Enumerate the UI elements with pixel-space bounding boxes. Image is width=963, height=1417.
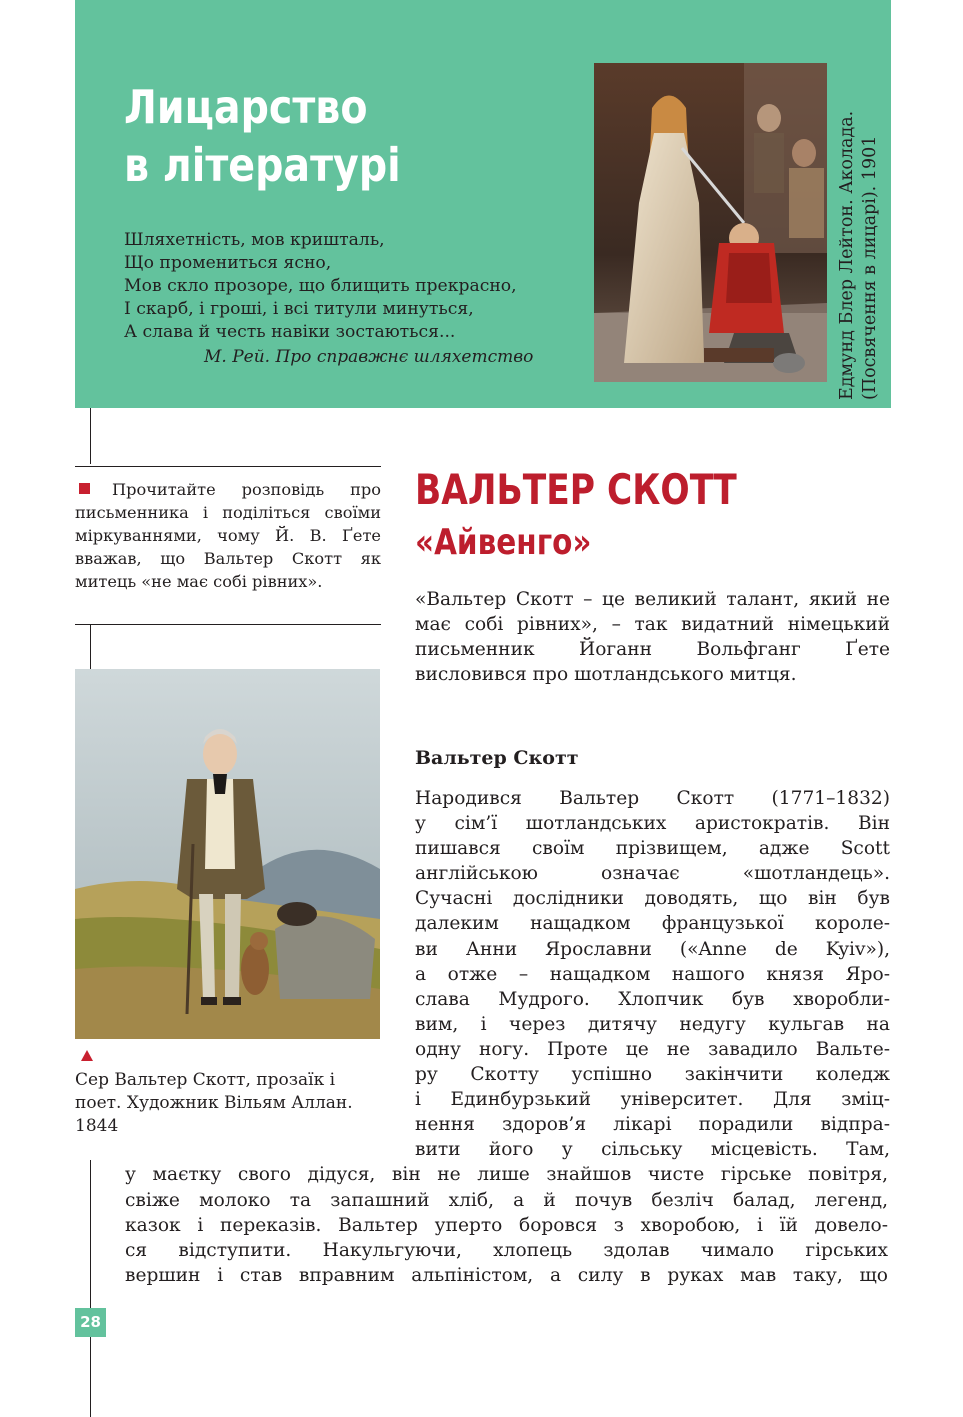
text-line: Народився Вальтер Скотт (1771–1832) [415,788,890,809]
page-number: 28 [75,1308,106,1337]
margin-rule [90,408,91,464]
chapter-title-line-2: в літературі [124,138,401,192]
section-heading: Вальтер Скотт [415,747,579,769]
poem-line: І скарб, і гроші, і всі титули минуться, [124,299,474,319]
text-line: а отже – нащадком нашого князя Яро- [415,963,890,985]
margin-rule [90,1160,91,1417]
text-line: англійською означає «шотландець». [415,863,890,885]
text-line: пишався своїм прізвищем, адже Scott [415,838,890,860]
accolade-painting [594,63,827,382]
walter-scott-portrait [75,669,380,1039]
painting-caption [836,62,886,400]
chapter-title [124,78,401,194]
poem-line: А слава й честь навіки зостаються... [124,322,456,342]
text-line: слава Мудрого. Хлопчик був хворобли- [415,988,890,1010]
painting-caption-line-1: Едмунд Блер Лейтон. Аколада. [837,110,857,400]
painting-caption-line-2: (Посвячення в лицарі). 1901 [860,135,880,400]
poem-line: Мов скло прозоре, що блищить прекрасно, [124,276,517,296]
text-line: нення здоров’я лікарі порадили відпра- [415,1114,890,1136]
margin-rule [90,625,91,669]
text-line: ру Скотту успішно закінчити коледж [415,1064,890,1086]
text-line: ся відступити. Накульгуючи, хлопець здолав чимало гірських [125,1239,888,1261]
text-line: вим, і через дитячу недугу кульгав на [415,1013,890,1035]
task-rule-top [75,466,381,467]
author-heading [415,462,737,568]
text-line: ви Анни Ярославни («Anne de Kyiv»), [415,938,890,960]
portrait-caption [75,1048,375,1138]
text-line: свіже молоко та запашний хліб, а й почув безліч балад, легенд, [125,1189,888,1211]
poem-line: Шляхетність, мов кришталь, [124,230,385,250]
chapter-title-line-1: Лицарство [124,80,368,134]
work-title: «Айвенго» [415,522,592,563]
task-text: Прочитайте розповідь про письменника і поділіться своїми міркуваннями, чому Й. В. Ґете вважав, що Вальтер Скотт як митець «не має собі рівних». [75,480,381,591]
text-line: вити його у сільську місцевість. Там, [415,1139,890,1161]
text-line: і Единбурзький університет. Для зміц- [415,1089,890,1111]
text-line: вершин і став вправним альпіністом, а силу в руках мав таку, що [125,1264,888,1286]
portrait-caption-text: Сер Вальтер Скотт, прозаїк і поет. Художник Вільям Аллан. 1844 [75,1070,353,1136]
task-rule-bottom [75,624,381,625]
caption-triangle-icon [81,1050,93,1061]
poem-line: Що промениться ясно, [124,253,332,273]
text-line: Сучасні дослідники доводять, що він був [415,888,890,910]
text-line: казок і переказів. Вальтер уперто боровся з хворобою, і їй довело- [125,1214,888,1236]
reading-task [75,478,381,593]
epigraph-poem [124,229,584,344]
text-line: у сім’ї шотландських аристократів. Він [415,813,890,835]
text-line: у маєтку свого дідуся, він не лише знайшов чисте гірське повітря, [125,1164,888,1186]
task-marker-icon [79,483,90,494]
author-name: ВАЛЬТЕР СКОТТ [415,465,737,514]
text-line: далеким нащадком французької короле- [415,913,890,935]
poem-attribution: М. Рей. Про справжнє шляхетство [204,347,534,367]
text-line: одну ногу. Проте це не завадило Вальте- [415,1038,890,1060]
intro-paragraph: «Вальтер Скотт – це великий талант, який не має собі рівних», – так видатний німецький письменник Йоганн Вольфганг Ґете висловився про шотландського митця. [415,589,890,685]
